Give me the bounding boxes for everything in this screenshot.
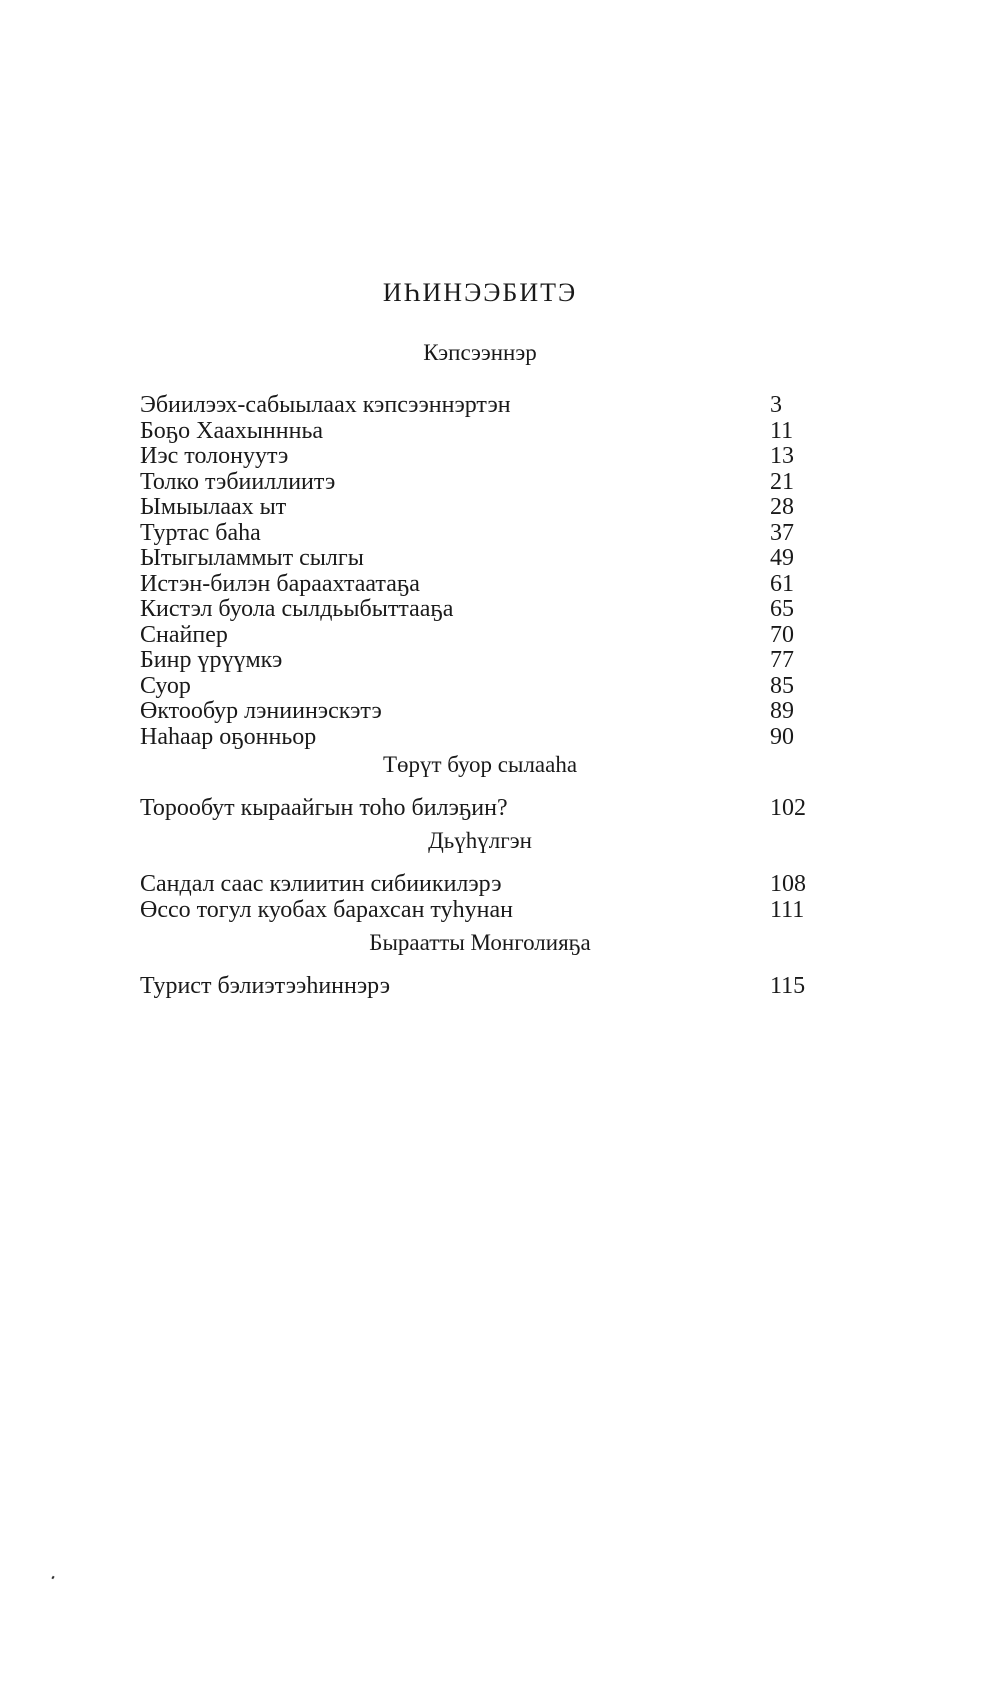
toc-entry-page: 77: [770, 647, 794, 673]
toc-entry-page: 90: [770, 723, 794, 750]
toc-entry-page: 108: [770, 871, 806, 897]
toc-entry: [140, 872, 820, 898]
toc-list: [140, 872, 820, 923]
toc-entry-title: Толко тэбииллиитэ: [140, 468, 336, 495]
toc-entry-title: Өктообур лэниинэскэтэ: [140, 698, 382, 724]
toc-entry: [140, 974, 820, 1000]
toc-list: [140, 796, 820, 822]
toc-entry: [140, 648, 820, 674]
toc-entry: [140, 419, 820, 445]
toc-entry: [140, 393, 820, 419]
toc-entry-page: 37: [770, 519, 794, 546]
toc-section: [140, 340, 820, 750]
scan-speck: [51, 1576, 54, 1580]
toc-entry-page: 89: [770, 698, 794, 724]
toc-list: [140, 393, 820, 750]
toc-entry-title: Турист бэлиэтээһиннэрэ: [140, 973, 391, 999]
toc-entry: [140, 796, 820, 822]
toc-section: [140, 930, 820, 1000]
section-heading: Кэпсээннэр: [423, 340, 537, 365]
toc-entry: [140, 546, 820, 572]
toc-entry: [140, 725, 820, 751]
toc-entry: [140, 898, 820, 924]
toc-entry-title: Кистэл буола сылдьыбыттааҕа: [140, 596, 454, 622]
toc-entry-page: 61: [770, 570, 794, 597]
toc-entry: [140, 597, 820, 623]
toc-entry: [140, 674, 820, 700]
toc-entry: [140, 495, 820, 521]
toc-entry-page: 65: [770, 596, 794, 622]
toc-section: [140, 828, 820, 923]
section-heading: Төрүт буор сылааһа: [382, 752, 578, 777]
toc-entry-page: 11: [770, 417, 794, 444]
toc-entry-page: 102: [770, 795, 806, 821]
toc-entry: [140, 521, 820, 547]
toc-entry-title: Истэн-билэн бараахтаатаҕа: [140, 570, 420, 597]
toc-entry-title: Туртас баһа: [140, 519, 261, 546]
toc-entry-title: Снайпер: [140, 621, 228, 648]
toc-entry-title: Сандал саас кэлиитин сибиикилэрэ: [140, 871, 502, 897]
toc-entry: [140, 470, 820, 496]
toc-entry-title: Торообут кыраайгын тоһо билэҕин?: [140, 795, 508, 821]
toc-entry-page: 85: [770, 672, 794, 699]
toc-entry: [140, 623, 820, 649]
toc-entry-page: 111: [770, 896, 805, 923]
toc-entry-title: Бинр үрүүмкэ: [140, 647, 283, 673]
toc-entry-page: 21: [770, 468, 794, 495]
toc-entry-title: Суор: [140, 672, 191, 699]
toc-entry-title: Өссо тогул куобах барахсан туһунан: [140, 896, 513, 923]
page-title: ИҺИНЭЭБИТЭ: [382, 278, 578, 307]
toc-entry-page: 3: [770, 392, 782, 418]
toc-entry-title: Эбиилээх-сабыылаах кэпсээннэртэн: [140, 392, 511, 418]
toc-entry: [140, 699, 820, 725]
toc-entry-page: 115: [770, 973, 806, 999]
toc-entry-title: Ытыгыламмыт сылгы: [140, 545, 364, 571]
toc-entry-title: Боҕо Хаахыннньа: [140, 417, 324, 444]
section-heading: Дьүһүлгэн: [428, 828, 532, 853]
toc-list: [140, 974, 820, 1000]
toc-entry-page: 70: [770, 621, 794, 648]
toc-entry-page: 49: [770, 545, 794, 571]
toc-section: [140, 752, 820, 822]
section-heading: Быраатты Монголияҕа: [369, 930, 591, 955]
toc-entry-title: Ымыылаах ыт: [140, 494, 287, 520]
toc-entry-page: 13: [770, 443, 794, 469]
toc-entry-title: Иэс толонуутэ: [140, 443, 289, 469]
toc-entry-page: 28: [770, 494, 794, 520]
toc-entry-title: Наһаар оҕонньор: [140, 723, 317, 750]
toc-entry: [140, 444, 820, 470]
toc-entry: [140, 572, 820, 598]
